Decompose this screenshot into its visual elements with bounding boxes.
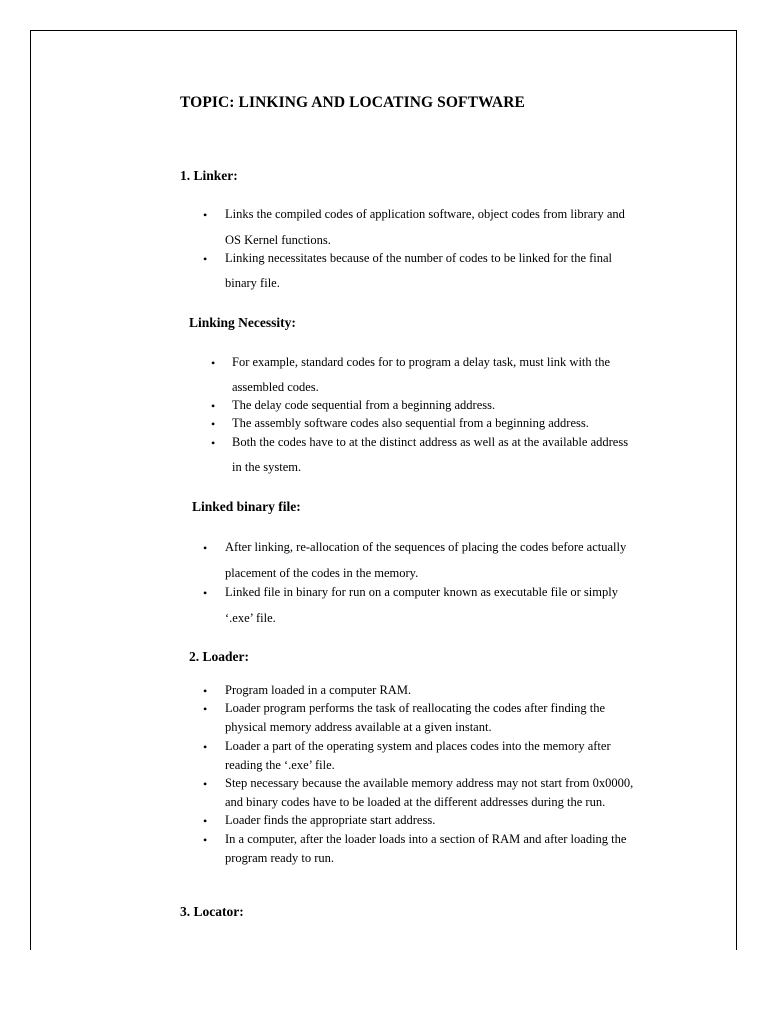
section-heading-linked-binary-file: Linked binary file: [192, 499, 301, 514]
list-item-text: program ready to run. [225, 851, 334, 865]
document-page [30, 30, 737, 950]
list-item-text: assembled codes. [232, 380, 319, 394]
bullet-icon: • [203, 541, 208, 555]
bullet-icon: • [203, 702, 208, 716]
list-item-text: and binary codes have to be loaded at the different addresses during the run. [225, 795, 606, 809]
bullet-icon: • [203, 684, 208, 698]
list-item-text: The assembly software codes also sequential from a beginning address. [232, 416, 589, 430]
bullet-icon: • [203, 586, 208, 600]
page-title: TOPIC: LINKING AND LOCATING SOFTWARE [180, 94, 525, 111]
list-item-text: In a computer, after the loader loads into a section of RAM and after loading the [225, 832, 627, 846]
bullet-icon: • [203, 777, 208, 791]
bullet-icon: • [211, 436, 216, 450]
list-item-text: Loader finds the appropriate start address. [225, 813, 436, 827]
list-item-text: Step necessary because the available memory address may not start from 0x0000, [225, 776, 634, 790]
list-item-text: After linking, re-allocation of the sequences of placing the codes before actually [225, 540, 627, 554]
section-heading-linking-necessity: Linking Necessity: [189, 315, 296, 330]
section-heading-loader: 2. Loader: [189, 649, 249, 664]
list-item-text: Loader a part of the operating system and places codes into the memory after [225, 739, 611, 753]
bullet-icon: • [211, 356, 216, 370]
list-item-text: Both the codes have to at the distinct address as well as at the available address [232, 435, 629, 449]
list-item-text: Linked file in binary for run on a computer known as executable file or simply [225, 585, 618, 599]
bullet-icon: • [203, 833, 208, 847]
bullet-icon: • [211, 399, 216, 413]
list-item-text: in the system. [232, 460, 302, 474]
bullet-icon: • [203, 740, 208, 754]
list-item-text: Program loaded in a computer RAM. [225, 683, 412, 697]
list-item-text: For example, standard codes for to program a delay task, must link with the [232, 355, 611, 369]
list-item-text: Loader program performs the task of reallocating the codes after finding the [225, 701, 606, 715]
list-item-text: OS Kernel functions. [225, 233, 331, 247]
list-item-text: Links the compiled codes of application software, object codes from library and [225, 207, 625, 221]
bullet-icon: • [203, 208, 208, 222]
list-item-text: physical memory address available at a given instant. [225, 720, 492, 734]
list-item-text: Linking necessitates because of the number of codes to be linked for the final [225, 251, 613, 265]
list-item-text: The delay code sequential from a beginning address. [232, 398, 496, 412]
list-item-text: ‘.exe’ file. [225, 611, 276, 625]
bullet-icon: • [211, 417, 216, 431]
bullet-icon: • [203, 252, 208, 266]
list-item-text: placement of the codes in the memory. [225, 566, 419, 580]
bullet-icon: • [203, 814, 208, 828]
section-heading-locator: 3. Locator: [180, 904, 244, 919]
section-heading-linker: 1. Linker: [180, 168, 238, 183]
list-item-text: binary file. [225, 276, 280, 290]
list-item-text: reading the ‘.exe’ file. [225, 758, 335, 772]
